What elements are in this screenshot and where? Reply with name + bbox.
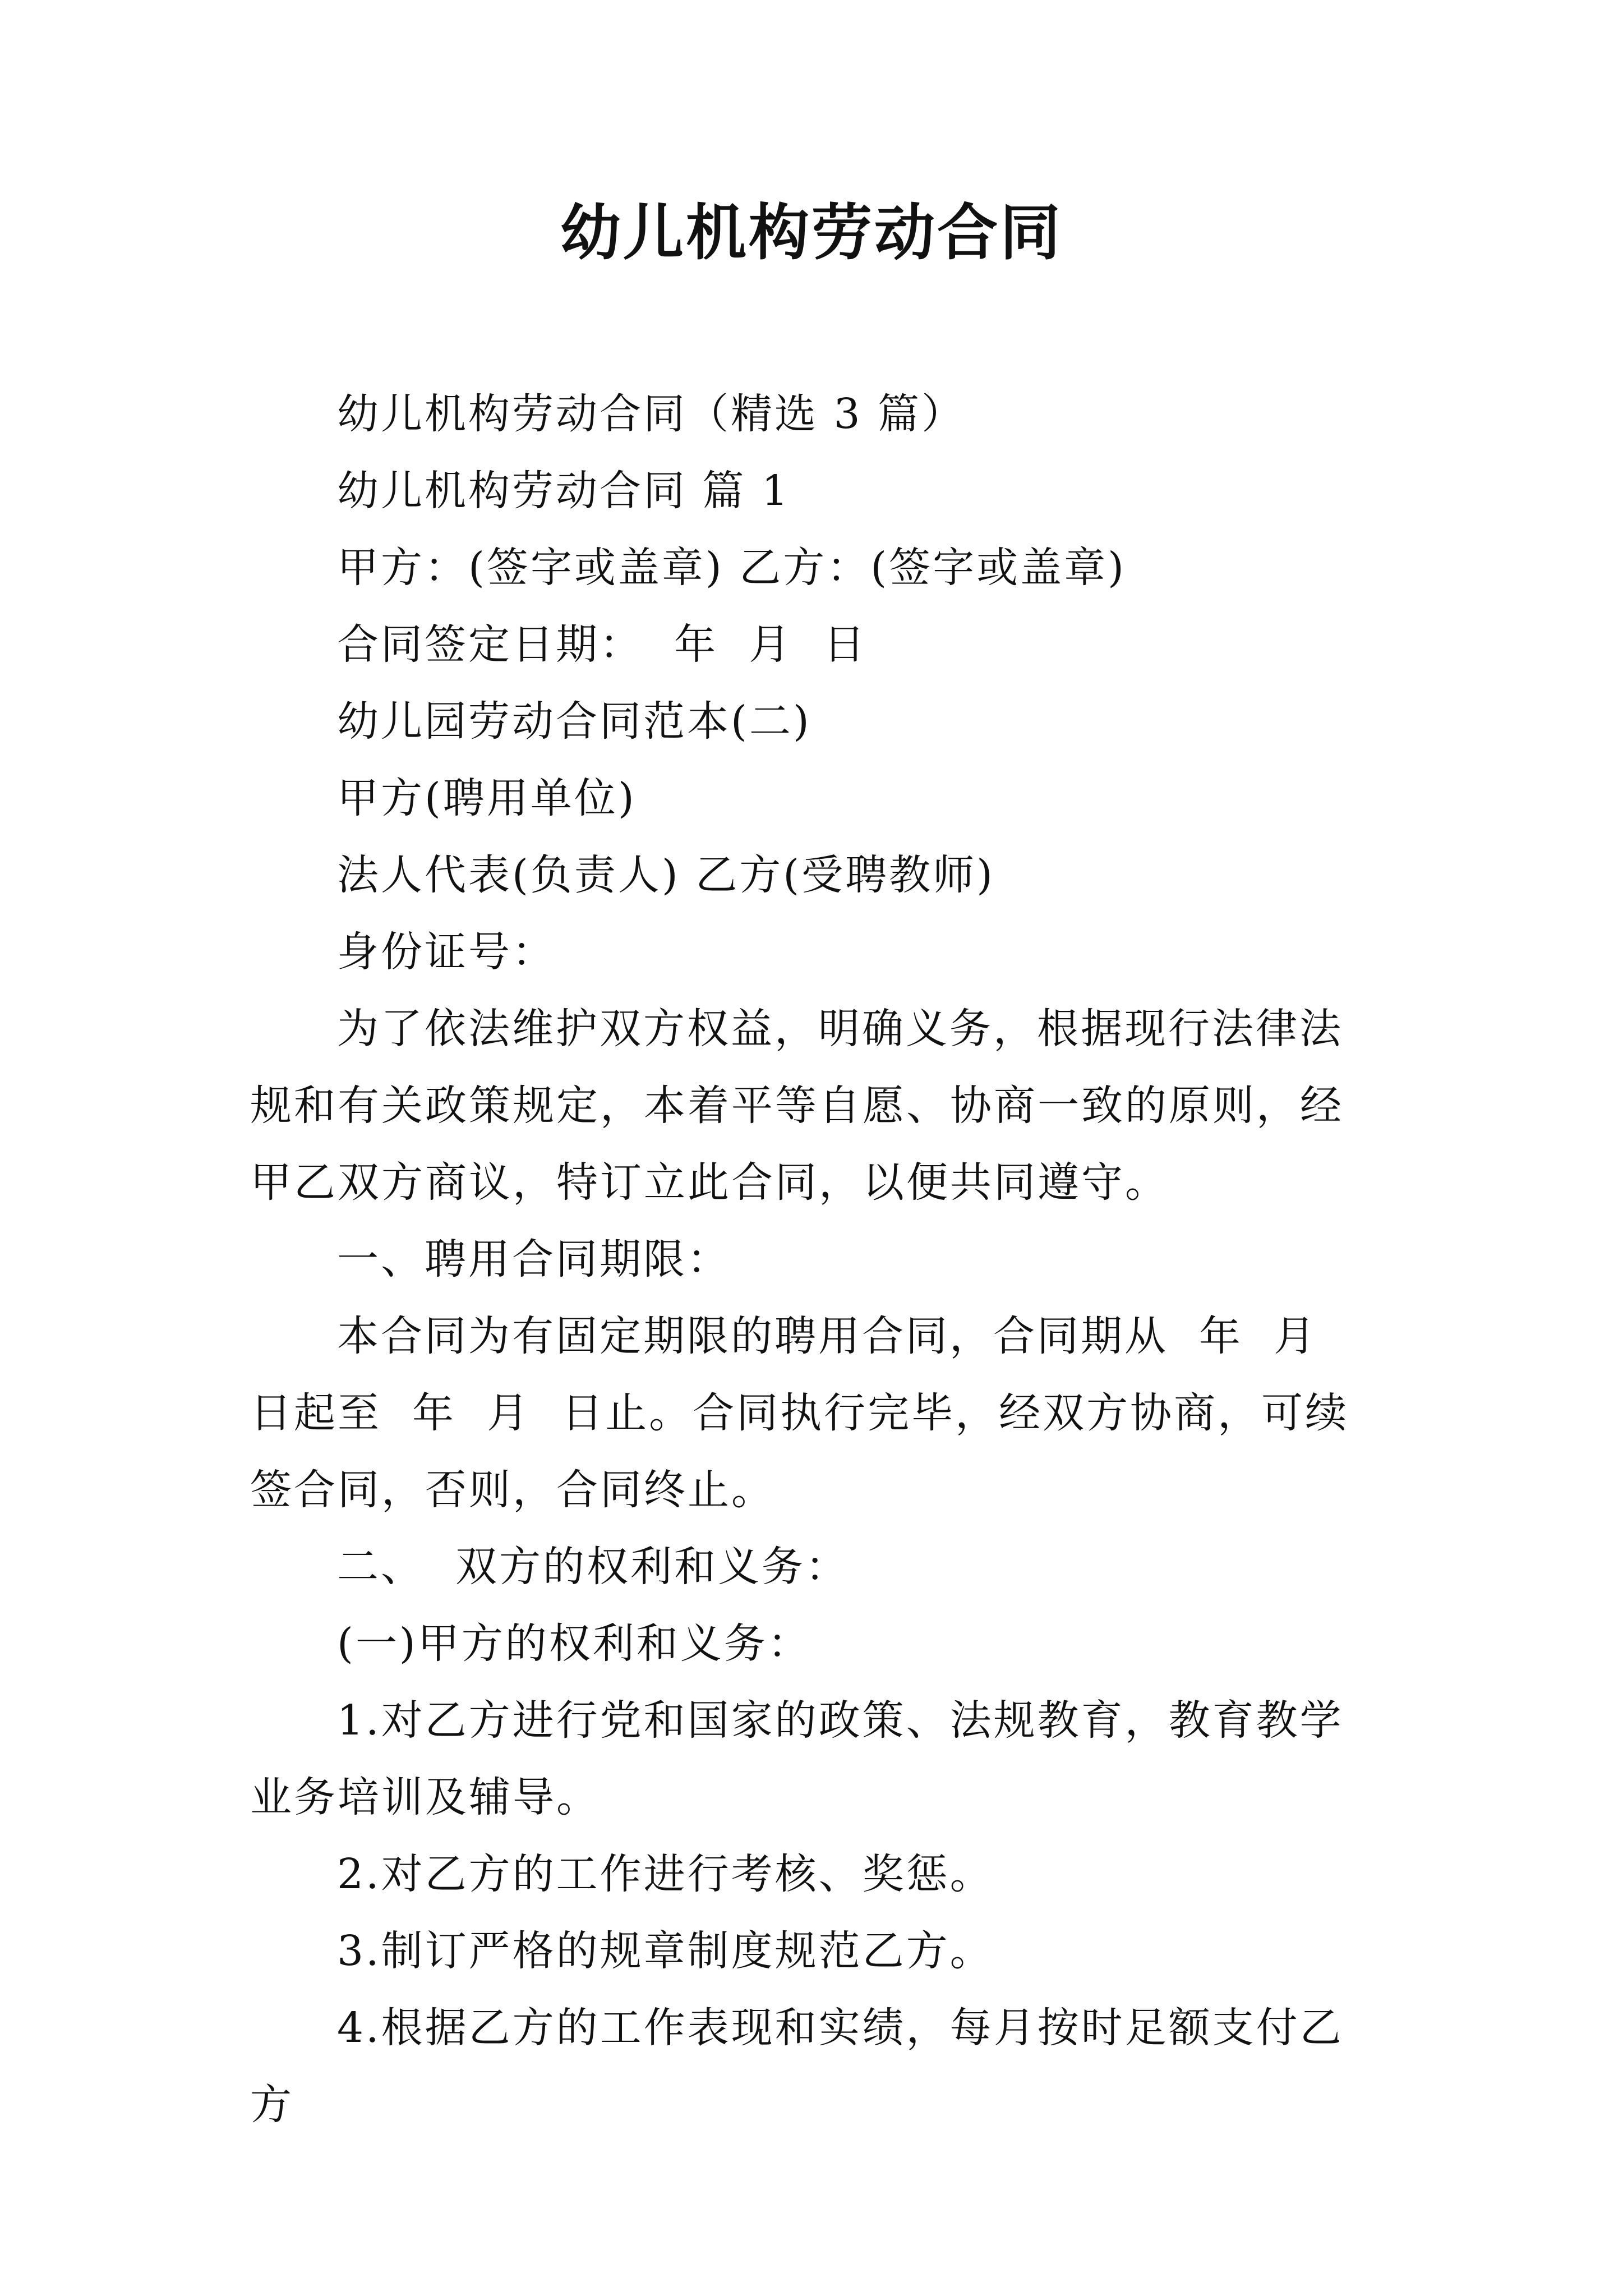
paragraph: 本合同为有固定期限的聘用合同，合同期从 年 月 日起至 年 月 日止。合同执行完毕，经双方协商，可续签合同，否则，合同终止。 xyxy=(250,1312,1349,1514)
paragraph: 幼儿机构劳动合同（精选 3 篇） xyxy=(337,390,966,438)
paragraph: 一、聘用合同期限： xyxy=(337,1235,731,1283)
paragraph: 为了依法维护双方权益，明确义务，根据现行法律法规和有关政策规定，本着平等自愿、协商一致的原则，经甲乙双方商议，特订立此合同，以便共同遵守。 xyxy=(250,1005,1344,1207)
paragraph: 3.制订严格的规章制度规范乙方。 xyxy=(337,1927,994,1975)
paragraph: 法人代表(负责人) 乙方(受聘教师) xyxy=(337,851,995,899)
paragraph: 4.根据乙方的工作表现和实绩，每月按时足额支付乙方 xyxy=(250,2004,1344,2129)
paragraph: 甲方：(签字或盖章) 乙方：(签字或盖章) xyxy=(337,544,1127,592)
paragraph: 幼儿机构劳动合同 篇 1 xyxy=(337,467,791,515)
paragraph: 1.对乙方进行党和国家的政策、法规教育，教育教学业务培训及辅导。 xyxy=(250,1696,1344,1821)
document-body xyxy=(250,376,1383,2143)
paragraph: 2.对乙方的工作进行考核、奖惩。 xyxy=(337,1850,994,1898)
paragraph: 合同签定日期： 年 月 日 xyxy=(337,620,868,669)
paragraph: 幼儿园劳动合同范本(二) xyxy=(337,697,811,746)
paragraph: 二、 双方的权利和义务： xyxy=(337,1543,850,1591)
document-title: 幼儿机构劳动合同 xyxy=(560,197,1063,268)
paragraph: 身份证号： xyxy=(337,928,556,976)
paragraph: 甲方(聘用单位) xyxy=(337,774,637,822)
paragraph: (一)甲方的权利和义务： xyxy=(337,1619,811,1668)
